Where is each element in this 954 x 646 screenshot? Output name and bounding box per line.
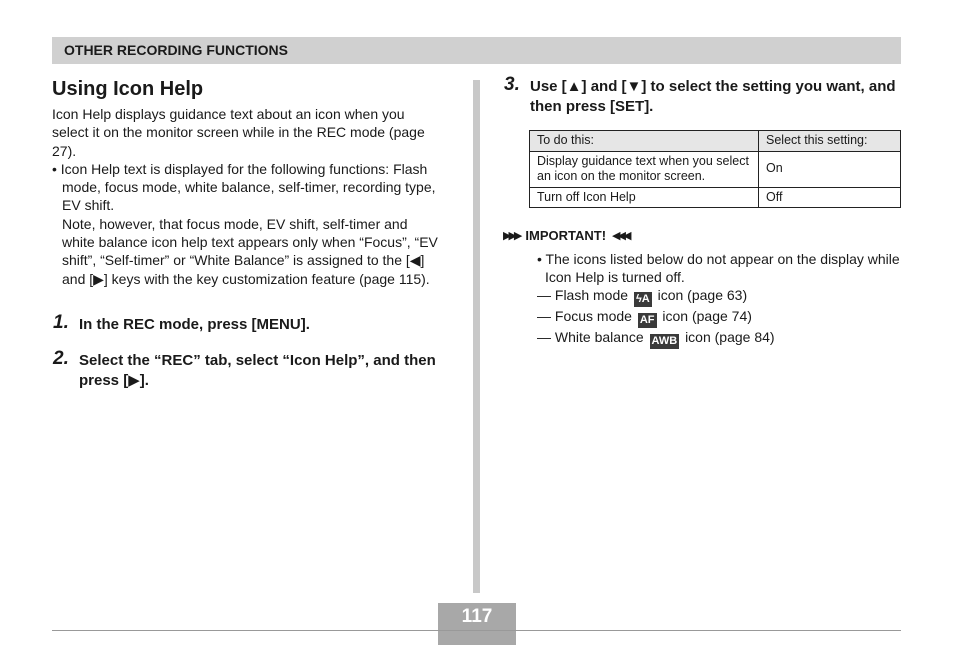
item-prefix: — White balance — [537, 329, 644, 345]
list-item — [537, 307, 901, 328]
functions-bullet: • Icon Help text is displayed for the following functions: Flash mode, focus mode, white balance, self-timer, recording type, EV shift. Note, however, that focus mode, EV shift, self-timer and white balance icon help text appears only when “Focus”, “EV shift”, “Self-timer” or “White Balance” is assigned to the [◀] and [▶] keys with the key customization feature (page 115). — [52, 160, 444, 288]
table-row — [530, 151, 901, 187]
table-cell: Turn off Icon Help — [530, 187, 759, 208]
table-header-row — [530, 131, 901, 152]
step-3 — [503, 74, 901, 117]
left-column — [52, 77, 444, 391]
item-prefix: — Flash mode — [537, 287, 629, 303]
page-number-badge — [438, 603, 516, 645]
item-suffix: icon (page 74) — [662, 308, 752, 324]
table-cell: Off — [759, 187, 901, 208]
important-left-arrows-icon: ▶▶▶ — [503, 230, 520, 242]
page-title: Using Icon Help — [52, 78, 204, 100]
important-list — [503, 250, 901, 349]
step-2-number: 2. — [53, 347, 69, 369]
important-heading — [503, 228, 901, 243]
table-row — [530, 187, 901, 208]
table-cell: On — [759, 151, 901, 187]
white-balance-icon: AWB — [651, 335, 678, 347]
section-title: OTHER RECORDING FUNCTIONS — [64, 42, 288, 58]
step-3-text: Use [▲] and [▼] to select the setting you want, and then press [SET]. — [530, 78, 896, 115]
step-1 — [52, 311, 444, 335]
table-cell: Display guidance text when you select an icon on the monitor screen. — [530, 151, 759, 187]
step-2 — [52, 347, 444, 391]
important-label: IMPORTANT! — [525, 228, 607, 243]
item-prefix: — Focus mode — [537, 308, 632, 324]
page-number-tab — [438, 631, 516, 645]
page-number: 117 — [438, 603, 516, 630]
right-column — [503, 74, 901, 349]
table-header-cell: Select this setting: — [759, 131, 901, 152]
bullet-note-text: Note, however, that focus mode, EV shift, self-timer and white balance icon help text appears only when “Focus”, “EV shift”, “Self-timer” or “White Balance” is assigned to the [◀] and [▶] keys with the key customization feature (page 115). — [62, 215, 438, 287]
table-header-cell: To do this: — [530, 131, 759, 152]
section-header — [52, 37, 901, 64]
important-right-arrows-icon: ◀◀◀ — [612, 230, 629, 242]
step-1-number: 1. — [53, 311, 69, 333]
item-suffix: icon (page 84) — [685, 329, 775, 345]
flash-mode-icon: ϟA — [635, 293, 650, 305]
column-divider — [473, 80, 480, 593]
important-text: The icons listed below do not appear on the display while Icon Help is turned off. — [545, 251, 900, 285]
step-3-number: 3. — [504, 74, 520, 95]
bullet-lead-text: Icon Help text is displayed for the following functions: Flash mode, focus mode, white balance, self-timer, recording type, EV shift. — [60, 160, 436, 214]
list-item — [537, 328, 901, 349]
step-1-text: In the REC mode, press [MENU]. — [79, 315, 310, 333]
list-item — [537, 286, 901, 307]
step-2-text: Select the “REC” tab, select “Icon Help”, and then press [▶]. — [79, 351, 436, 389]
intro-paragraph: Icon Help displays guidance text about an icon when you select it on the monitor screen while in the REC mode (page 27). — [52, 106, 425, 159]
important-bullet: • The icons listed below do not appear on the display while Icon Help is turned off. — [537, 251, 900, 285]
item-suffix: icon (page 63) — [657, 287, 748, 303]
focus-mode-icon: AF — [639, 314, 655, 326]
settings-table — [529, 130, 901, 208]
